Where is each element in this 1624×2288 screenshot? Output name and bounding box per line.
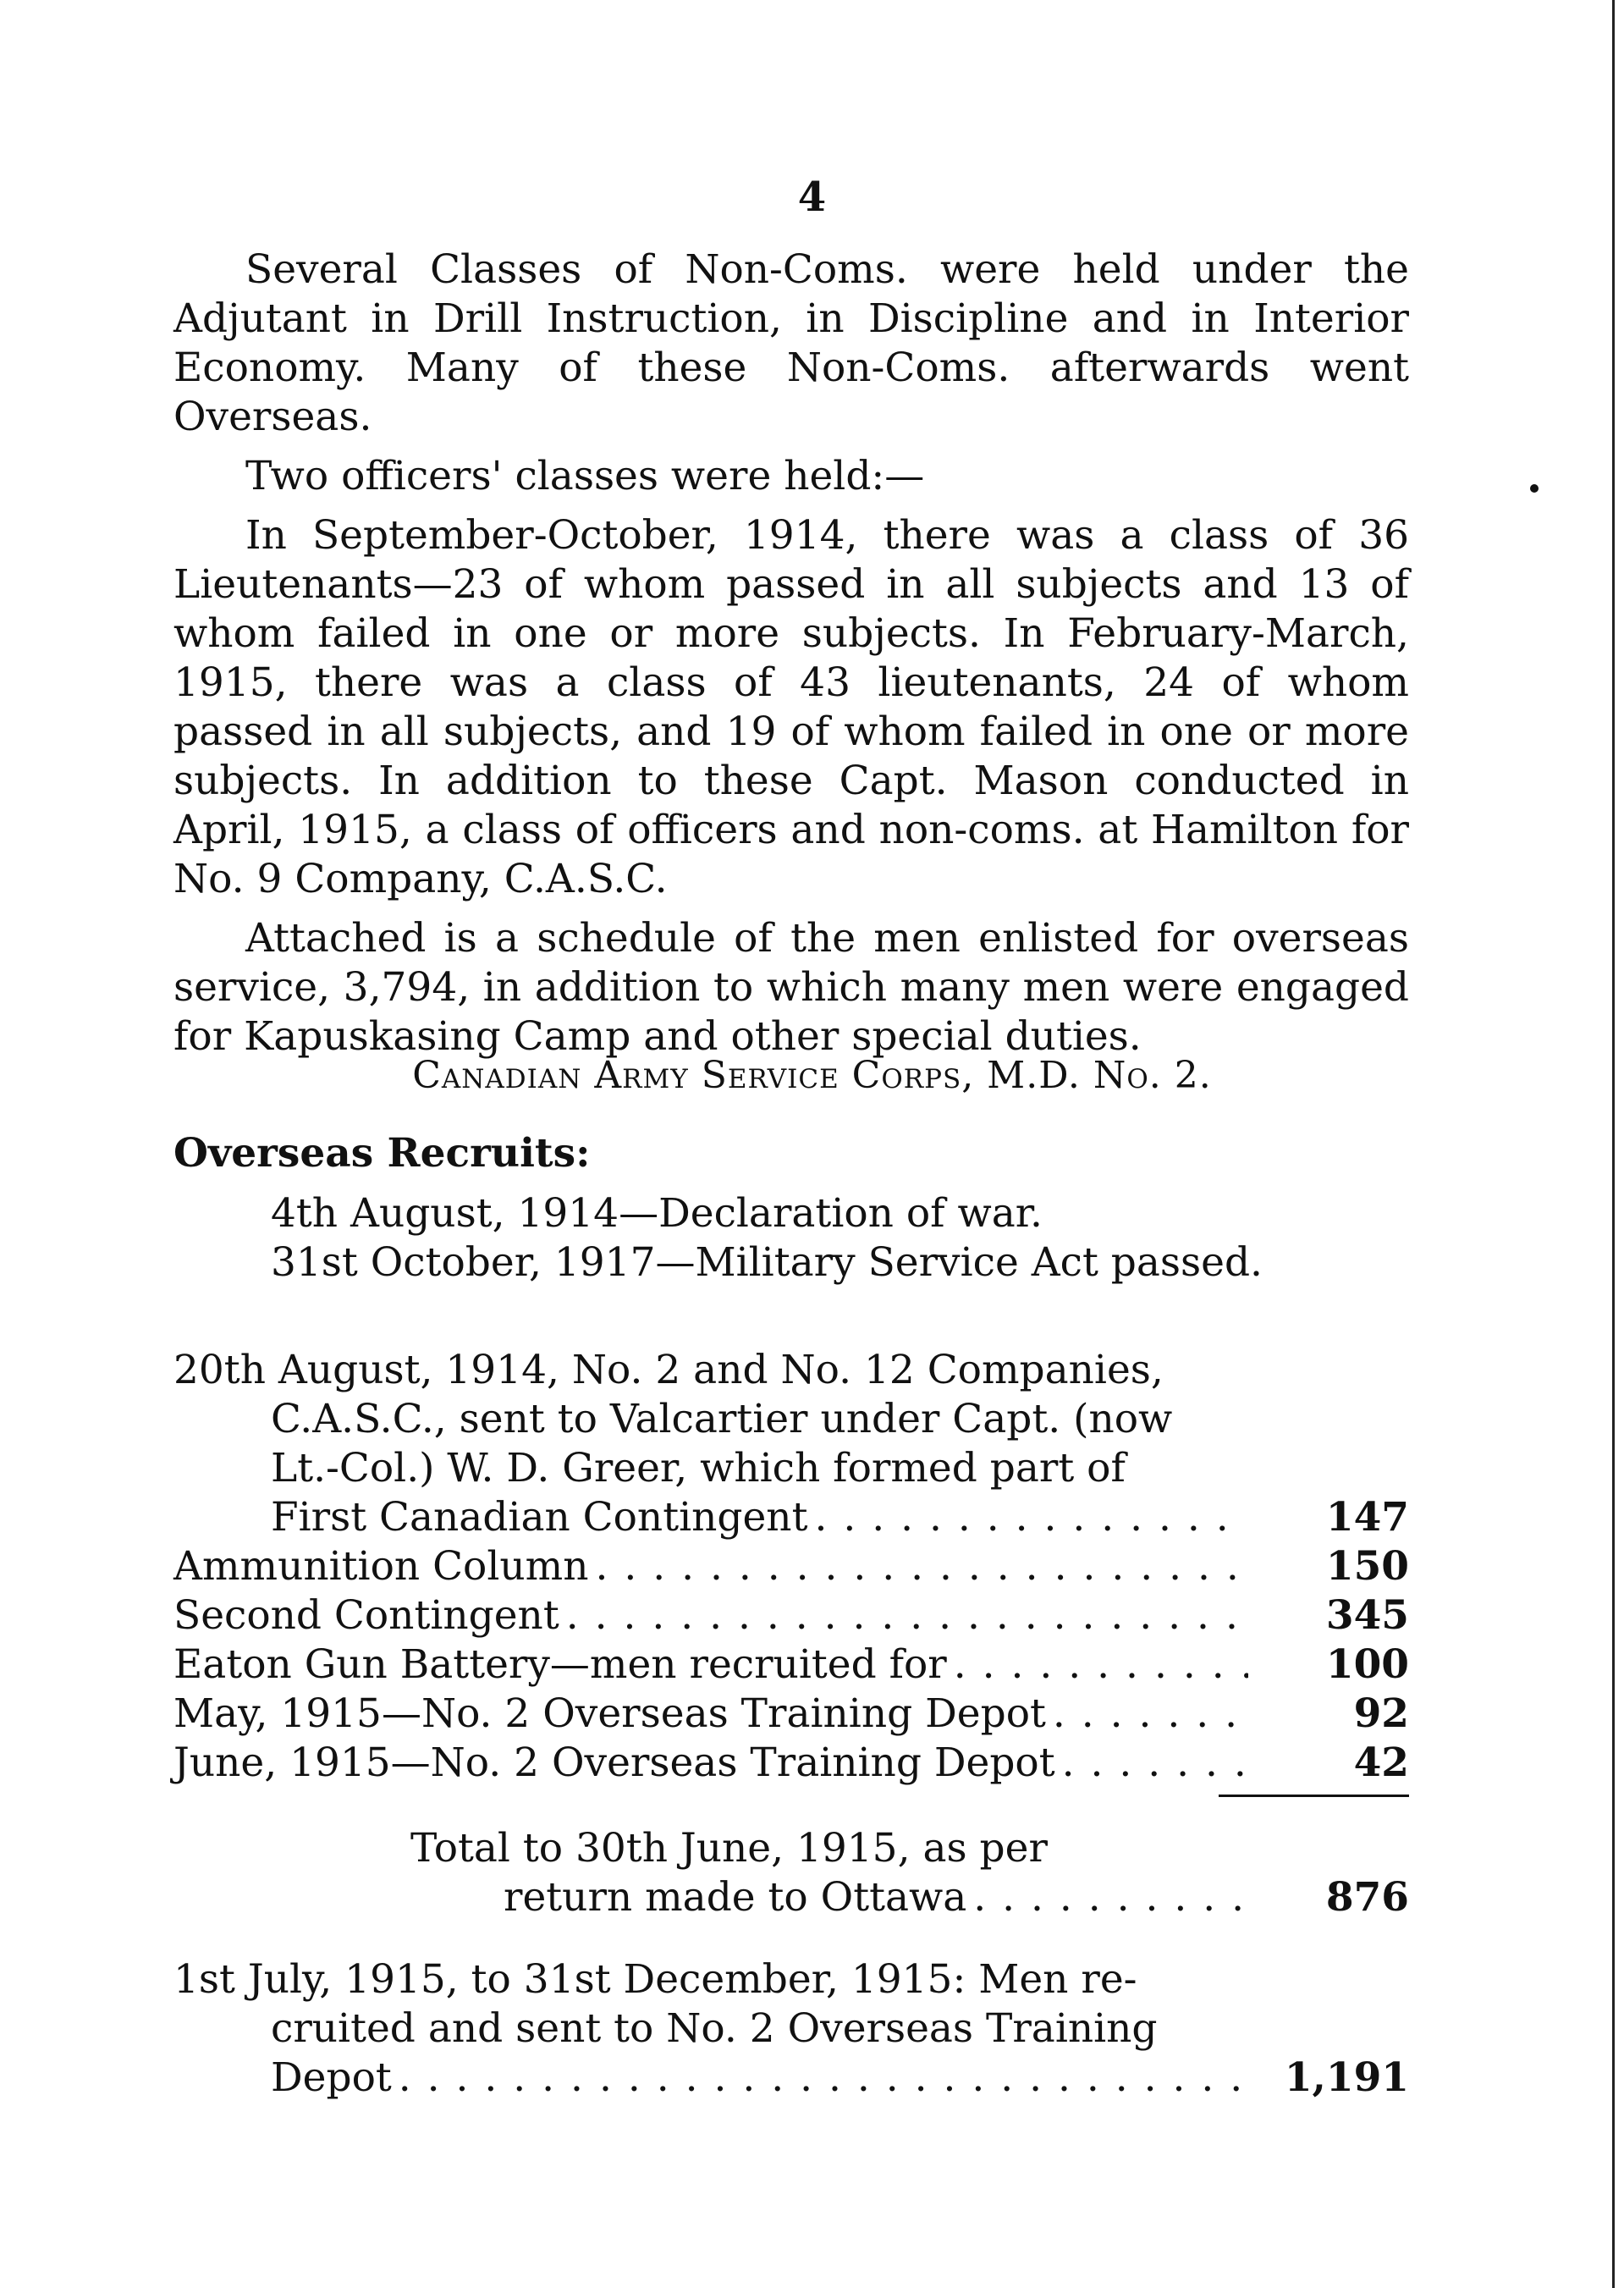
sum-rule [1219,1795,1409,1797]
dot-leader [807,1493,1248,1542]
ledger-entry-first-contingent [173,1346,1409,1542]
section-heading: Canadian Army Service Corps, M.D. No. 2. [412,1054,1212,1097]
body-text [173,245,1409,1072]
ledger-row [173,1873,1409,1922]
entry-line: C.A.S.C., sent to Valcartier under Capt. (now [271,1396,1173,1442]
entry-amount: 1,191 [1284,2054,1409,2101]
total-label: return made to Ottawa [504,1874,967,1921]
ledger-row [173,1690,1409,1739]
entry-label: Ammunition Column [173,1543,589,1590]
entry-amount: 42 [1353,1739,1409,1786]
page-edge-line [1612,0,1615,2288]
ledger-row [173,2054,1409,2103]
key-dates [271,1189,1263,1287]
entry-label: First Canadian Contingent [271,1494,808,1541]
paragraph-officer-classes: Two officers' classes were held:— [245,453,925,499]
entry-label: Eaton Gun Battery—men recruited for [173,1641,947,1688]
margin-dot [1530,484,1539,493]
entry-label: May, 1915—No. 2 Overseas Training Depot [173,1690,1046,1737]
total-amount: 876 [1325,1874,1409,1921]
ledger-later-entry [173,1955,1409,2103]
entry-amount: 92 [1353,1690,1409,1737]
entry-line: 1st July, 1915, to 31st December, 1915: Men re- [173,1956,1137,2003]
overseas-recruits-heading: Overseas Recruits: [173,1130,591,1177]
entry-amount: 345 [1325,1592,1409,1639]
dot-leader [966,1873,1248,1922]
entry-label: June, 1915—No. 2 Overseas Training Depot [173,1739,1055,1786]
entry-line: 20th August, 1914, No. 2 and No. 12 Companies, [173,1347,1164,1393]
date-declaration-of-war: 4th August, 1914—Declaration of war. [271,1190,1043,1237]
entry-label: Second Contingent [173,1592,559,1639]
entry-amount: 100 [1325,1641,1409,1688]
total-line: Total to 30th June, 1915, as per [410,1825,1048,1872]
dot-leader [559,1591,1248,1640]
ledger-row [173,1640,1409,1690]
dot-leader [947,1640,1248,1690]
ledger-row [173,1542,1409,1591]
ledger-row [173,1739,1409,1788]
ledger-row [173,1493,1409,1542]
entry-label: Depot [271,2054,392,2101]
dot-leader [392,2054,1248,2103]
entry-line: cruited and sent to No. 2 Overseas Training [271,2005,1158,2052]
paragraph-schedule-note: Attached is a schedule of the men enlisted for overseas service, 3,794, in addition to which many men were engaged for Kapuskasing Camp and other special duties. [173,915,1409,1060]
dot-leader [1046,1690,1248,1739]
dot-leader [588,1542,1248,1591]
ledger-row [173,1591,1409,1640]
paragraph-noncom-classes: Several Classes of Non-Coms. were held under the Adjutant in Drill Instruction, in Discipline and in Interior Economy. Many of these Non-Coms. afterwards went Overseas. [173,246,1409,440]
recruits-ledger [173,1346,1409,1788]
ledger-total [173,1824,1409,1922]
date-military-service-act: 31st October, 1917—Military Service Act passed. [271,1239,1263,1286]
entry-amount: 147 [1325,1494,1409,1541]
dot-leader [1055,1739,1248,1788]
page-number: 4 [797,174,827,221]
paragraph-class-details: In September-October, 1914, there was a class of 36 Lieutenants—23 of whom passed in all subjects and 13 of whom failed in one or more subjects. In February-March, 1915, there was a class of 43 lieutenants, 24 of whom passed in all subjects, and 19 of whom failed in one or more subjects. In addition to these Capt. Mason conducted in April, 1915, a class of officers and non-coms. at Hamilton for No. 9 Company, C.A.S.C. [173,512,1409,902]
entry-line: Lt.-Col.) W. D. Greer, which formed part of [271,1445,1126,1491]
entry-amount: 150 [1325,1543,1409,1590]
